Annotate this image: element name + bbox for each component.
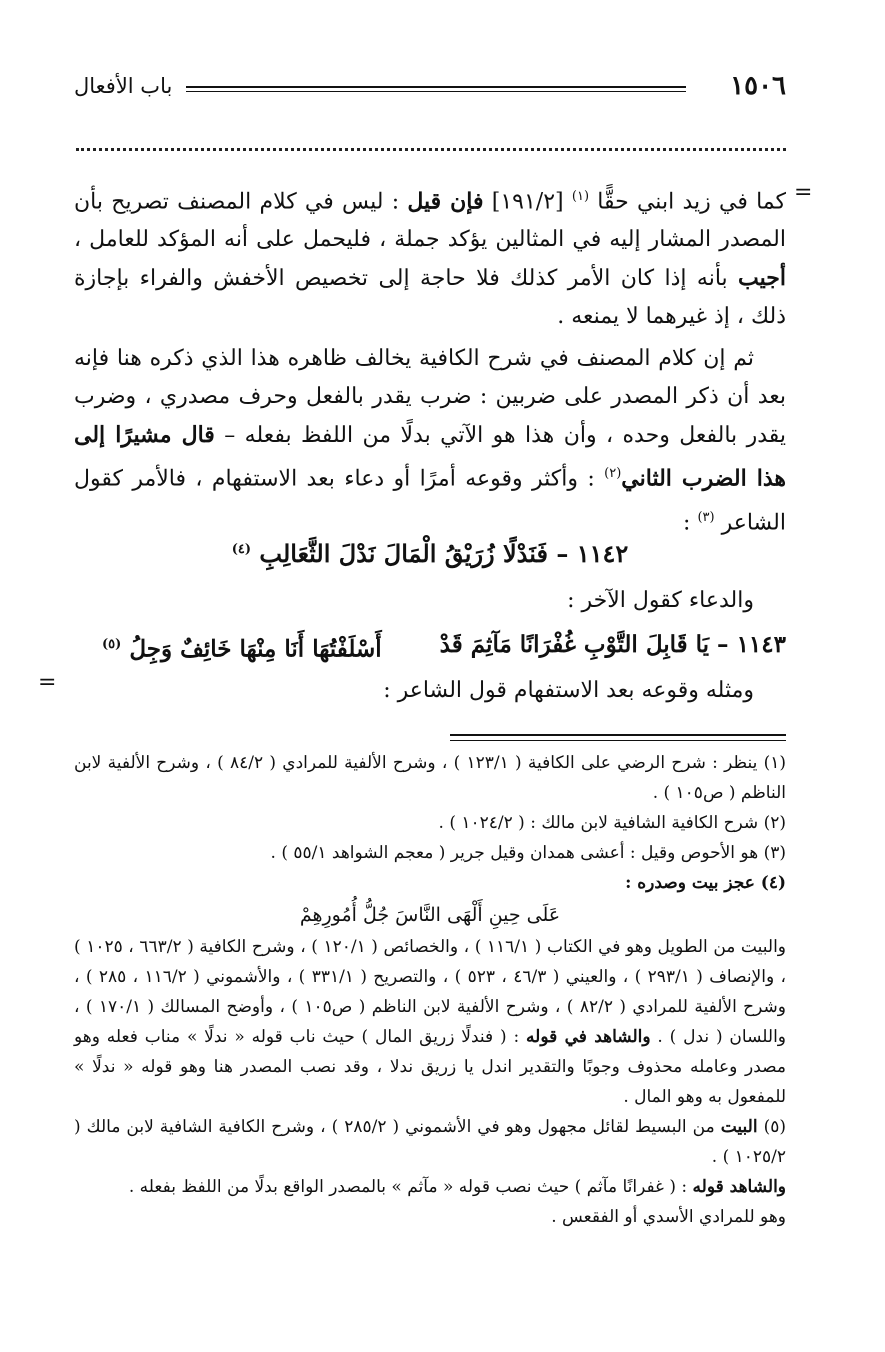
bold-term: البيت xyxy=(720,1117,758,1137)
footnote-1: (١) ينظر : شرح الرضي على الكافية ( ١٢٣/١ ) ، وشرح الألفية للمرادي ( ٨٤/٢ ) ، وشرح الألفية لابن الناظم ( ص١٠٥ ) . xyxy=(74,753,786,803)
chapter-title: باب الأفعال xyxy=(74,74,173,98)
bold-term: أجيب xyxy=(738,265,786,292)
footnote-ref: (٢) xyxy=(604,466,622,482)
text-segment: : ( فندلًا زريق المال ) حيث ناب قوله « ندلًا » مناب فعله وهو مصدر وعامله محذوف وجوبًا والتقدير اندل يا زريق ندلا ، وقد نصب المصدر هنا وهو قوله « ندلًا » للمفعول به وهو المال . xyxy=(74,1027,786,1107)
text-segment: ثم إن كلام المصنف في شرح الكافية يخالف ظاهره هذا الذي ذكره هنا فإنه بعد أن ذكر المصدر على ضربين : ضرب يقدر بالفعل وحرف مصدري ، وضرب يقدر بالفعل وحده ، وأن هذا هو الآتي بدلًا من اللفظ بفعله – xyxy=(74,346,786,449)
bold-term: والشاهد قوله xyxy=(692,1177,786,1197)
footnote-4-text xyxy=(74,932,786,1112)
footnote-2: (٢) شرح الكافية الشافية لابن مالك : ( ١٠٢٤/٢ ) . xyxy=(438,813,786,833)
verse-text: أَسْلَفْتُهَا أَنَا مِنْهَا خَائِفٌ وَجِلُ xyxy=(129,635,382,663)
footnote-5-shahid xyxy=(74,1172,786,1202)
footnote-5-attribution: وهو للمرادي الأسدي أو الفقعس . xyxy=(551,1207,786,1227)
footnote-4-label xyxy=(74,868,786,898)
footnote-ref: (٥) xyxy=(102,637,122,652)
continuation-mark-top: = xyxy=(794,180,813,205)
bold-term: قال مشيرًا إلى هذا الضرب الثاني xyxy=(74,422,786,492)
footnote-3: (٣) هو الأحوص وقيل : أعشى همدان وقيل جرير ( معجم الشواهد ٥٥/١ ) . xyxy=(270,843,786,863)
continuation-mark-left: = xyxy=(38,670,57,695)
footnote-4-verse: عَلَى حِينِ أَلْهَى النَّاسَ جُلُّ أُمُورِهِمْ xyxy=(299,904,561,926)
verse-hemistich-2 xyxy=(102,624,382,671)
paragraph-2 xyxy=(74,340,786,542)
footnote-ref: (٣) xyxy=(697,509,715,525)
text-after-verse-1: والدعاء كقول الآخر : xyxy=(567,588,754,613)
footnote-5 xyxy=(74,1112,786,1172)
text-segment: (٥) xyxy=(757,1117,786,1137)
footnote-rule-thin xyxy=(450,740,786,741)
text-after-verse-2: ومثله وقوعه بعد الاستفهام قول الشاعر : xyxy=(383,678,754,703)
text-segment: من البسيط لقائل مجهول وهو في الأشموني ( ٢٨٥/٢ ) ، وشرح الكافية الشافية لابن مالك ( ١٠٢٥/٢ ) . xyxy=(74,1117,786,1167)
text-segment: : ( غفرانًا مآثم ) حيث نصب قوله « مآثم » بالمصدر الواقع بدلًا من اللفظ بفعله . xyxy=(128,1177,693,1197)
paragraph-1 xyxy=(74,178,786,336)
page-number: ١٥٠٦ xyxy=(730,71,786,101)
text-segment: : ليس في كلام المصنف تصريح بأن المصدر المشار إليه في المثالين يؤكد جملة ، فليحمل على أنه المؤكد للعامل ، xyxy=(74,189,786,253)
verse-1142 xyxy=(74,530,786,574)
text-segment: كما في زيد ابني حقًّا xyxy=(589,189,787,215)
verse-1143 xyxy=(74,624,786,666)
header-rule xyxy=(186,86,686,92)
text-segment: : وأكثر وقوعه أمرًا أو دعاء بعد الاستفهام ، فالأمر كقول الشاعر xyxy=(74,466,786,535)
bold-term: والشاهد في قوله xyxy=(526,1027,651,1047)
footnote-rule xyxy=(450,734,786,736)
footnote-label: (٤) عجز بيت وصدره : xyxy=(625,873,786,893)
page-header xyxy=(74,66,786,106)
footnote-ref: (١) xyxy=(571,189,590,204)
text-segment: : xyxy=(683,509,698,535)
bold-term: فإن قيل xyxy=(407,188,484,215)
verse-hemistich-1: ١١٤٣ – يَا قَابِلَ التَّوْبِ غُفْرَانًا مَآثِمَ قَدْ xyxy=(439,631,786,658)
footnotes xyxy=(74,748,786,1232)
dotted-separator xyxy=(76,148,786,151)
verse-text: ١١٤٢ – فَنَدْلًا زُرَيْقُ الْمَالَ نَدْلَ الثَّعَالِبِ xyxy=(259,539,629,568)
text-segment: والبيت من الطويل وهو في الكتاب ( ١١٦/١ ) ، والخصائص ( ١٢٠/١ ) ، وشرح الكافية ( ٦٦٣/٢ ، ١٠٢٥ ) ، والإنصاف ( ٢٩٣/١ ) ، والعيني ( ٤٦/٣ ، ٥٢٣ ) ، والتصريح ( ٣٣١/١ ) ، والأشموني ( ١١٦/٢ ، ٢٨٥ ) ، وشرح الألفية للمرادي ( ٨٢/٢ ) ، وشرح الألفية لابن الناظم ( ص١٠٥ ) ، وأوضح المسالك ( ١٧٠/١ ) ، واللسان ( ندل ) . xyxy=(74,937,787,1047)
text-segment: بأنه إذا كان الأمر كذلك فلا حاجة إلى تخصيص الأخفش والفراء بإجازة ذلك ، إذ غيرهما لا يمنعه . xyxy=(74,266,786,330)
footnote-ref: (٤) xyxy=(231,542,252,557)
text-segment: [١٩١/٢] xyxy=(483,189,572,215)
main-text xyxy=(74,178,786,542)
